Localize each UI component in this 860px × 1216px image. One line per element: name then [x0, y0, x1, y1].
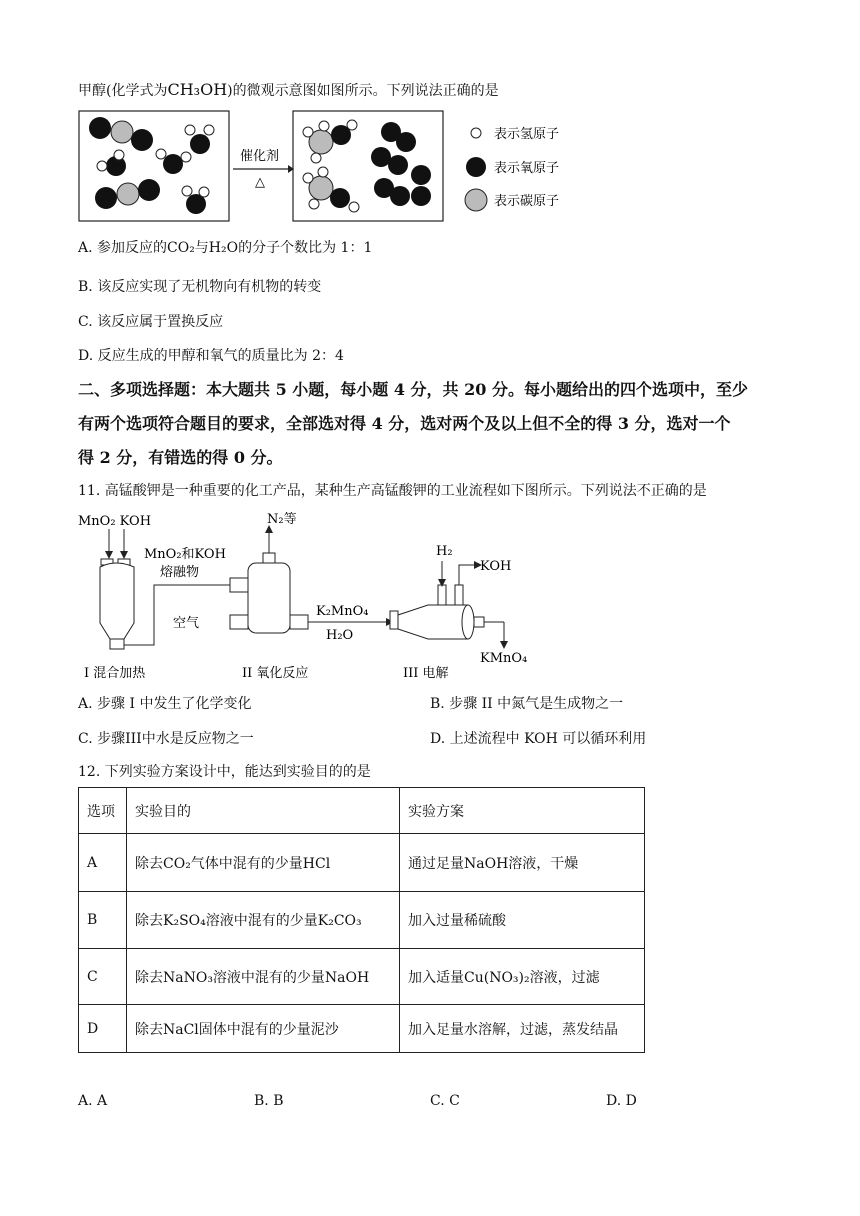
q10-option-a[interactable]: A. 参加反应的CO₂与H₂O的分子个数比为 1：1 — [78, 240, 373, 256]
table-header-row — [79, 788, 645, 834]
mixer-vessel — [78, 514, 230, 681]
q12-answer-a[interactable]: A. A — [78, 1093, 108, 1109]
kmno4-label: KMnO₄ — [480, 651, 528, 666]
o2-molecule — [381, 122, 416, 152]
catalyst-label: 催化剂 — [240, 149, 280, 164]
header-method: 实验方案 — [400, 788, 645, 834]
reaction-arrow — [233, 148, 294, 190]
h2o-molecule — [182, 186, 209, 214]
row-purpose: 除去CO₂气体中混有的少量HCl — [127, 834, 400, 892]
legend — [465, 127, 559, 211]
heat-symbol: △ — [255, 175, 265, 190]
q10-stem-pre: 甲醇(化学式为 — [78, 83, 168, 99]
row-label: A — [79, 834, 127, 892]
section2-line-1: 二、多项选择题：本大题共 5 小题，每小题 4 分，共 20 分。每小题给出的四个选项中，至少 — [78, 380, 748, 399]
row-label: B — [79, 892, 127, 949]
row-method: 加入足量水溶解，过滤，蒸发结晶 — [400, 1005, 645, 1053]
step1-label: I 混合加热 — [84, 666, 146, 681]
carbon-legend-icon — [465, 189, 487, 211]
q11-option-b[interactable]: B. 步骤 II 中氮气是生成物之一 — [430, 696, 624, 712]
q11-option-d[interactable]: D. 上述流程中 KOH 可以循环利用 — [430, 731, 647, 747]
q10-stem-post: )的微观示意图如图所示。下列说法正确的是 — [227, 83, 499, 99]
row-method: 加入适量Cu(NO₃)₂溶液，过滤 — [400, 949, 645, 1005]
k2mno4-label: K₂MnO₄ — [316, 604, 369, 619]
step2-label: II 氧化反应 — [242, 666, 309, 681]
q11-option-a[interactable]: A. 步骤 I 中发生了化学变化 — [78, 696, 252, 712]
table-row — [79, 1005, 645, 1053]
q12-answer-b[interactable]: B. B — [254, 1093, 284, 1109]
oxygen-legend-icon — [466, 157, 486, 177]
section2-line-2: 有两个选项符合题目的要求，全部选对得 4 分，选对两个及以上但不全的得 3 分，选对一个 — [78, 414, 731, 433]
table-row — [79, 949, 645, 1005]
h2-label: H₂ — [436, 544, 453, 559]
row-method: 通过足量NaOH溶液，干燥 — [400, 834, 645, 892]
row-purpose: 除去NaNO₃溶液中混有的少量NaOH — [127, 949, 400, 1005]
q10-stem — [78, 80, 499, 100]
q10-option-b[interactable]: B. 该反应实现了无机物向有机物的转变 — [78, 279, 322, 295]
row-method: 加入过量稀硫酸 — [400, 892, 645, 949]
air-label: 空气 — [173, 616, 200, 631]
reactant-box — [79, 111, 229, 221]
step3-label: III 电解 — [403, 666, 449, 681]
melt-label-1: MnO₂和KOH — [144, 547, 226, 562]
q10-molecule-diagram — [78, 108, 578, 223]
q11-option-c[interactable]: C. 步骤III中水是反应物之一 — [78, 731, 254, 747]
melt-label-2: 熔融物 — [160, 565, 200, 580]
q12-options-table — [78, 787, 645, 1053]
row-purpose: 除去NaCl固体中混有的少量泥沙 — [127, 1005, 400, 1053]
q12-answer-c[interactable]: C. C — [430, 1093, 460, 1109]
hydrogen-legend-icon — [471, 128, 481, 138]
oxidation-reactor — [173, 512, 394, 681]
row-purpose: 除去K₂SO₄溶液中混有的少量K₂CO₃ — [127, 892, 400, 949]
koh-label: KOH — [480, 559, 512, 574]
table-row — [79, 892, 645, 949]
row-label: C — [79, 949, 127, 1005]
q11-stem: 11. 高锰酸钾是一种重要的化工产品，某种生产高锰酸钾的工业流程如下图所示。下列说法不正确的是 — [78, 483, 707, 499]
co2-molecule — [89, 117, 153, 151]
methanol-molecule — [303, 120, 357, 163]
h2o-molecule — [156, 149, 191, 174]
legend-oxygen: 表示氧原子 — [494, 161, 560, 176]
q11-process-diagram — [78, 505, 548, 685]
product-box — [293, 111, 443, 221]
q12-stem: 12. 下列实验方案设计中，能达到实验目的的是 — [78, 764, 371, 780]
header-purpose: 实验目的 — [127, 788, 400, 834]
co2-molecule — [95, 179, 160, 209]
n2-label: N₂等 — [267, 512, 297, 527]
h2o-molecule — [97, 150, 126, 176]
electrolysis-cell — [390, 544, 527, 681]
q10-formula: CH₃OH — [167, 80, 228, 99]
section2-line-3: 得 2 分，有错选的得 0 分。 — [78, 448, 283, 467]
row-label: D — [79, 1005, 127, 1053]
q12-answer-d[interactable]: D. D — [606, 1093, 637, 1109]
legend-carbon: 表示碳原子 — [494, 194, 560, 209]
q10-option-d[interactable]: D. 反应生成的甲醇和氧气的质量比为 2：4 — [78, 348, 344, 364]
o2-molecule — [374, 178, 410, 206]
legend-hydrogen: 表示氢原子 — [494, 127, 560, 142]
feed-label: MnO₂ KOH — [78, 514, 152, 529]
h2o-label: H₂O — [326, 628, 354, 643]
q10-option-c[interactable]: C. 该反应属于置换反应 — [78, 314, 224, 330]
header-option: 选项 — [79, 788, 127, 834]
table-row — [79, 834, 645, 892]
o2-molecule — [411, 165, 431, 206]
methanol-molecule — [303, 167, 359, 212]
h2o-molecule — [185, 125, 214, 154]
